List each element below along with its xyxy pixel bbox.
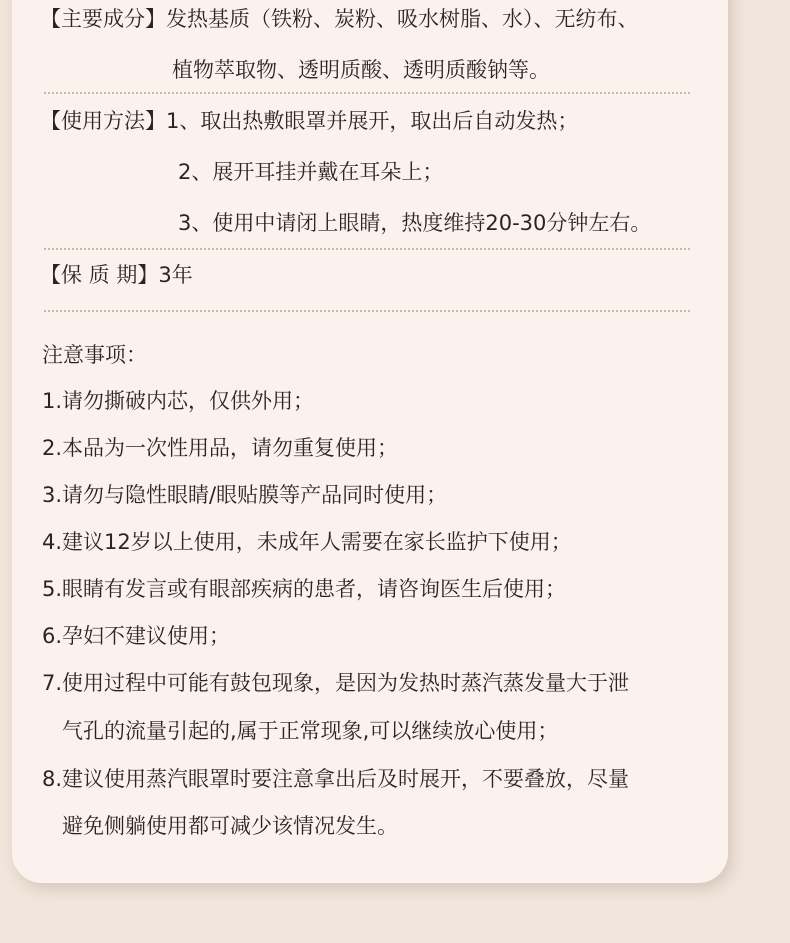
notes-title: 注意事项：: [42, 343, 147, 367]
ingredients-row: [40, 4, 639, 34]
dotted-divider: [44, 248, 690, 250]
shelf-life-value: 3年: [158, 263, 193, 287]
dotted-divider: [44, 310, 690, 312]
dotted-divider: [44, 92, 690, 94]
ingredients-text: 发热基质（铁粉、炭粉、吸水树脂、水）、无纺布、: [166, 7, 639, 31]
usage-step-3: 3、使用中请闭上眼睛，热度维持20-30分钟左右。: [178, 211, 652, 235]
usage-step-2: 2、展开耳挂并戴在耳朵上；: [178, 160, 444, 184]
shelf-life-row: [40, 260, 193, 290]
ingredients-continuation: 植物萃取物、透明质酸、透明质酸钠等。: [172, 58, 550, 82]
usage-label: 【使用方法】: [40, 109, 166, 133]
note-item-3: 3.请勿与隐性眼睛/眼贴膜等产品同时使用；: [42, 483, 448, 507]
ingredients-label: 【主要成分】: [40, 7, 166, 31]
note-item-6: 6.孕妇不建议使用；: [42, 624, 231, 648]
note-item-7-continuation: 气孔的流量引起的,属于正常现象,可以继续放心使用；: [62, 719, 559, 743]
note-item-7: 7.使用过程中可能有鼓包现象，是因为发热时蒸汽蒸发量大于泄: [42, 671, 630, 695]
usage-row: [40, 106, 578, 136]
usage-step-1: 1、取出热敷眼罩并展开，取出后自动发热；: [166, 109, 579, 133]
note-item-8: 8.建议使用蒸汽眼罩时要注意拿出后及时展开，不要叠放，尽量: [42, 767, 630, 791]
note-item-5: 5.眼睛有发言或有眼部疾病的患者，请咨询医生后使用；: [42, 577, 567, 601]
note-item-1: 1.请勿撕破内芯，仅供外用；: [42, 389, 315, 413]
note-item-2: 2.本品为一次性用品，请勿重复使用；: [42, 436, 399, 460]
shelf-life-label: 【保 质 期】: [40, 263, 159, 287]
note-item-4: 4.建议12岁以上使用，未成年人需要在家长监护下使用；: [42, 530, 572, 554]
note-item-8-continuation: 避免侧躺使用都可减少该情况发生。: [62, 814, 398, 838]
